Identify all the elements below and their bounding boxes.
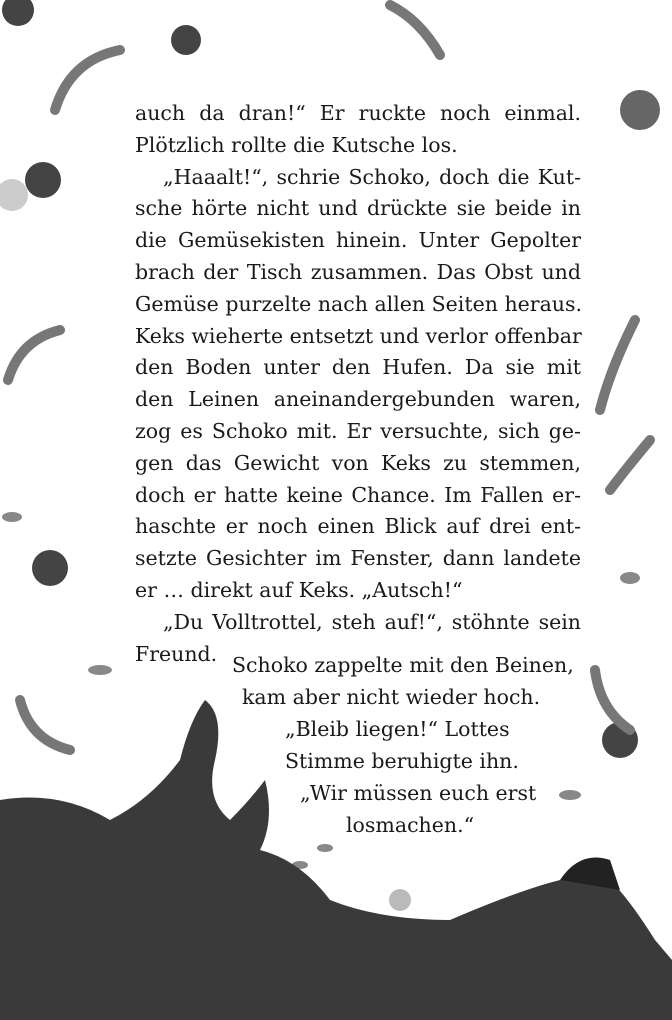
text-line: Keks wieherte entsetzt und verlor offenbar [135,323,582,348]
text-line: Plötzlich rollte die Kutsche los. [135,132,458,157]
text-line: die Gemüsekisten hinein. Unter Gepolter [135,228,581,253]
text-line: Gemüse purzelte nach allen Seiten heraus. [135,291,583,316]
text-line: „Haaalt!“, schrie Schoko, doch die Kut- [163,164,581,189]
text-line: kam aber nicht wieder hoch. [242,685,541,709]
text-line: doch er hatte keine Chance. Im Fallen er- [135,482,581,507]
text-line: gen das Gewicht von Keks zu stemmen, [135,450,581,475]
text-line: Stimme beruhigte ihn. [285,749,519,773]
text-line: brach der Tisch zusammen. Das Obst und [135,259,581,284]
text-line: zog es Schoko mit. Er versuchte, sich ge- [135,418,581,443]
text-line: den Boden unter den Hufen. Da sie mit [135,355,581,380]
horse-illustration [0,700,672,1020]
text-line: den Leinen aneinandergebunden waren, [135,387,581,412]
text-line: er … direkt auf Keks. „Autsch!“ [135,577,463,602]
text-line: Freund. [135,641,218,666]
text-line: „Wir müssen euch erst [300,781,537,805]
body-text [135,98,581,670]
text-line: haschte er noch einen Blick auf drei ent- [135,514,581,539]
text-line: Schoko zappelte mit den Beinen, [232,653,574,677]
text-line: „Du Volltrottel, steh auf!“, stöhnte sein [163,609,581,634]
text-line: sche hörte nicht und drückte sie beide in [135,196,581,221]
text-line: losmachen.“ [346,813,475,837]
text-line: auch da dran!“ Er ruckte noch einmal. [135,101,581,125]
text-line: „Bleib liegen!“ Lottes [285,717,510,741]
text-line: setzte Gesichter im Fenster, dann landete [135,546,581,571]
